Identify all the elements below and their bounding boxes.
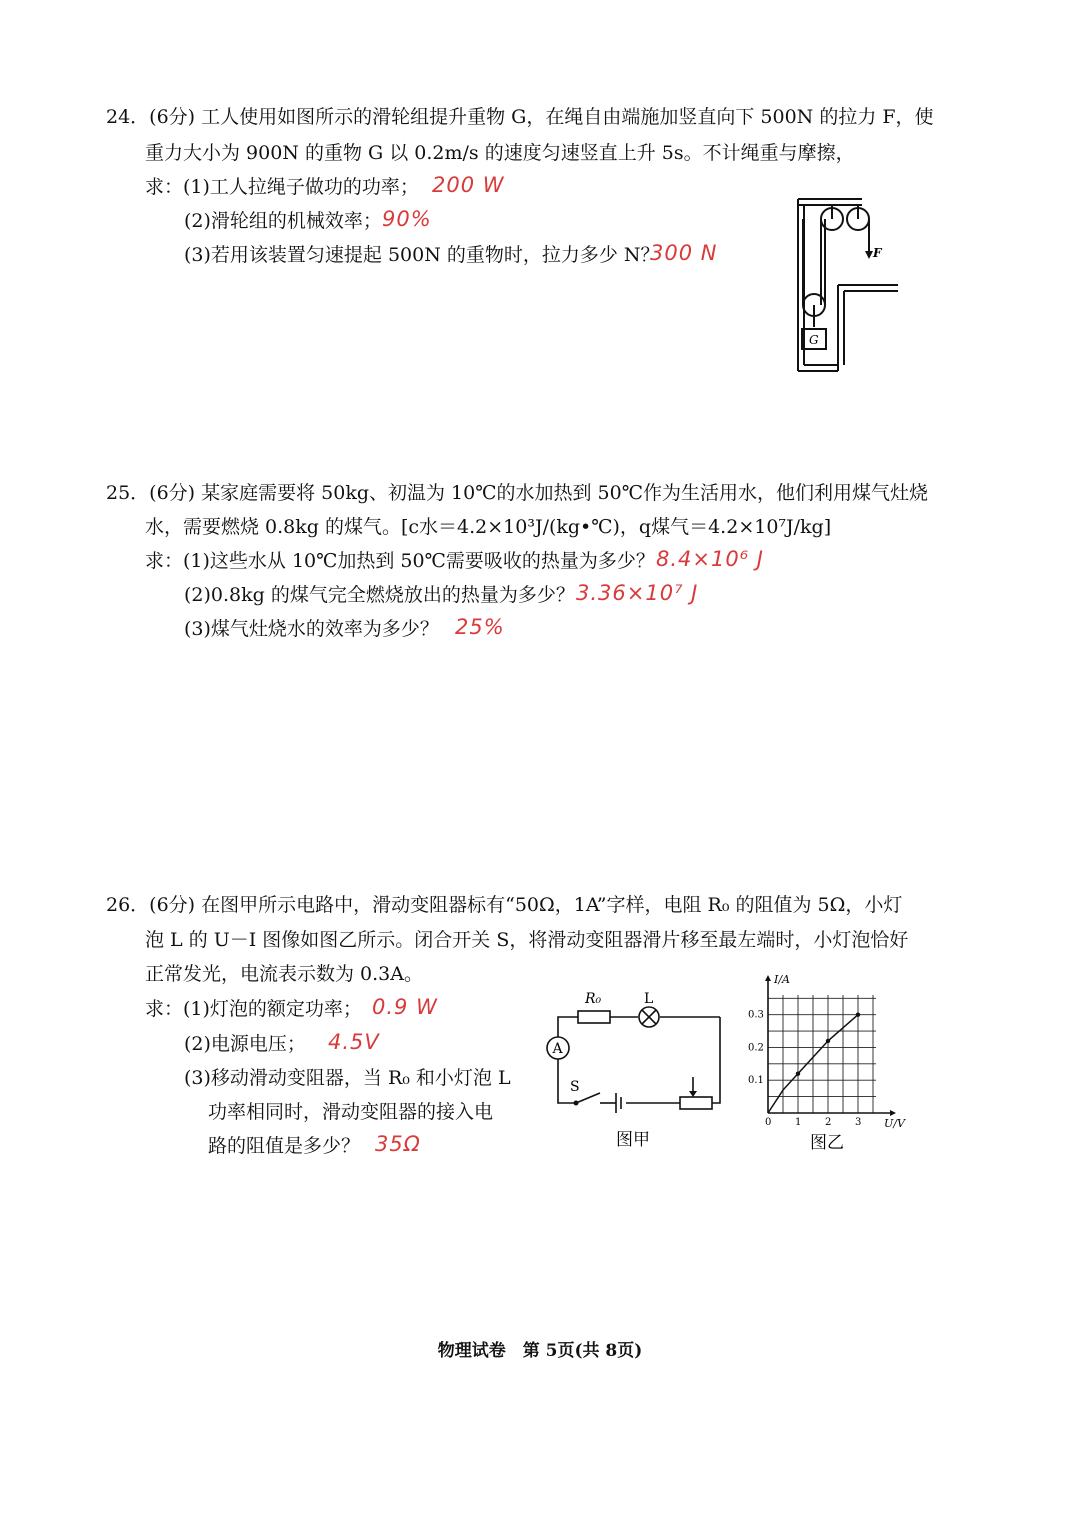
- slider-arrow-icon: [689, 1091, 697, 1097]
- weight-label: G: [809, 333, 819, 347]
- pulley-figure: [790, 195, 900, 375]
- q24-line-1: 24．(6分) 工人使用如图所示的滑轮组提升重物 G，在绳自由端施加竖直向下 500N 的拉力 F，使: [106, 106, 934, 128]
- q24-line-2: 重力大小为 900N 的重物 G 以 0.2m/s 的速度匀速竖直上升 5s。不计绳重与摩擦，: [145, 142, 855, 164]
- q26-line-1: 26．(6分) 在图甲所示电路中，滑动变阻器标有“50Ω，1A”字样，电阻 R₀ 的阻值为 5Ω，小灯: [106, 894, 903, 916]
- q25-sub-1: 求：(1)这些水从 10℃加热到 50℃需要吸收的热量为多少？: [145, 550, 655, 572]
- y-tick-label: 0.2: [748, 1042, 764, 1054]
- q26-sub-3c: 路的阻值是多少？: [208, 1135, 361, 1157]
- q24-answer-2: 90%: [382, 207, 432, 231]
- q25-line-2: 水，需要燃烧 0.8kg 的煤气。[c水＝4.2×10³J/(kg•℃)，q煤气＝4.2×10⁷J/kg]: [145, 516, 832, 538]
- q24-sub-1: 求：(1)工人拉绳子做功的功率；: [145, 176, 419, 198]
- x-axis-label: U/V: [884, 1117, 905, 1130]
- q26-answer-3: 35Ω: [375, 1132, 421, 1156]
- graph-caption: 图乙: [810, 1133, 844, 1153]
- q24-answer-3: 300 N: [650, 241, 718, 265]
- force-arrow-icon: [865, 251, 873, 259]
- y-axis-arrow-icon: [765, 975, 771, 981]
- q26-sub-1: 求：(1)灯泡的额定功率；: [145, 998, 362, 1020]
- y-axis-label: I/A: [774, 973, 790, 986]
- q25-answer-2: 3.36×10⁷ J: [576, 581, 699, 605]
- q25-answer-3: 25%: [455, 615, 505, 639]
- resistor-r0: [578, 1011, 610, 1023]
- force-label: F: [873, 246, 882, 260]
- r0-label: R₀: [585, 991, 602, 1007]
- circuit-diagram: [540, 985, 740, 1155]
- lamp-label: L: [644, 991, 654, 1007]
- q26-answer-1: 0.9 W: [372, 995, 438, 1019]
- x-tick-label: 0: [765, 1117, 772, 1128]
- switch-label: S: [570, 1079, 580, 1095]
- q25-line-1: 25．(6分) 某家庭需要将 50kg、初温为 10℃的水加热到 50℃作为生活用水，他们利用煤气灶烧: [106, 482, 928, 504]
- ammeter-label: A: [552, 1041, 563, 1057]
- rheostat: [680, 1097, 712, 1109]
- q26-sub-2: (2)电源电压；: [184, 1033, 306, 1055]
- q25-answer-1: 8.4×10⁶ J: [656, 547, 765, 571]
- x-tick-label: 3: [855, 1117, 862, 1128]
- data-point: [796, 1071, 800, 1075]
- q26-answer-2: 4.5V: [328, 1030, 380, 1054]
- data-point: [856, 1012, 860, 1016]
- y-tick-label: 0.3: [748, 1009, 764, 1021]
- q26-sub-3a: (3)移动滑动变阻器，当 R₀ 和小灯泡 L: [184, 1067, 511, 1089]
- data-point: [826, 1039, 830, 1043]
- q24-sub-3: (3)若用该装置匀速提起 500N 的重物时，拉力多少 N？: [184, 244, 660, 266]
- q24-sub-2: (2)滑轮组的机械效率；: [184, 210, 382, 232]
- x-tick-label: 1: [795, 1117, 802, 1128]
- q24-answer-1: 200 W: [432, 173, 505, 197]
- lamp-icon: [639, 1007, 659, 1027]
- x-axis-arrow-icon: [890, 1110, 896, 1116]
- q25-sub-2: (2)0.8kg 的煤气完全燃烧放出的热量为多少？: [184, 584, 575, 606]
- y-tick-label: 0.1: [748, 1075, 764, 1087]
- circuit-caption: 图甲: [616, 1130, 650, 1150]
- q25-sub-3: (3)煤气灶烧水的效率为多少？: [184, 618, 439, 640]
- q26-line-2: 泡 L 的 U－I 图像如图乙所示。闭合开关 S，将滑动变阻器滑片移至最左端时，小灯泡恰好: [145, 929, 909, 951]
- page-footer: 物理试卷 第 5页(共 8页): [437, 1341, 643, 1361]
- q26-sub-3b: 功率相同时，滑动变阻器的接入电: [208, 1101, 494, 1123]
- q26-line-3: 正常发光，电流表示数为 0.3A。: [145, 963, 423, 985]
- switch-pivot: [574, 1101, 579, 1106]
- x-tick-label: 2: [825, 1117, 832, 1128]
- ui-graph: [740, 970, 920, 1155]
